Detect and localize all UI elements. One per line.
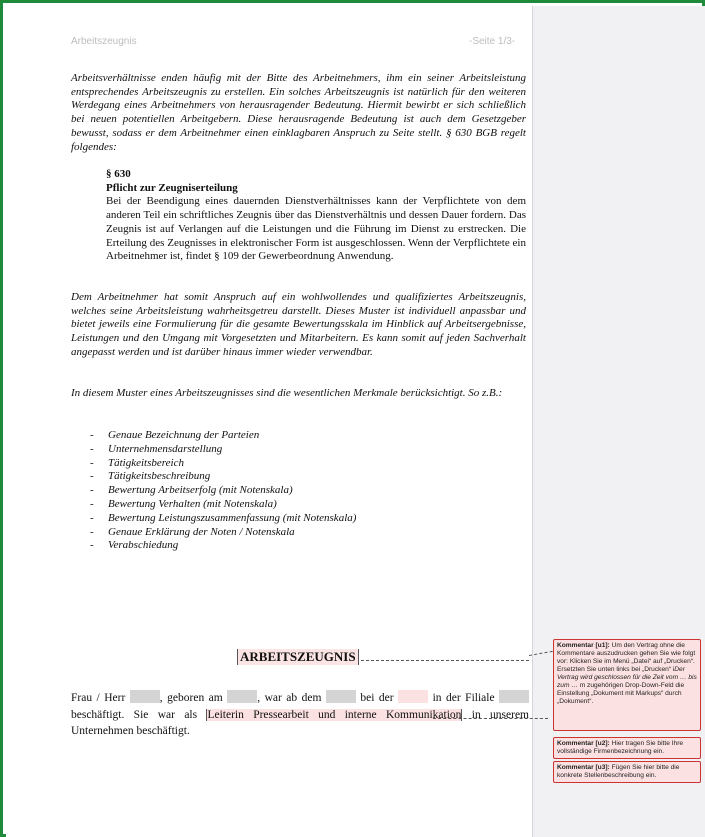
born-text: , geboren am bbox=[159, 692, 223, 704]
features-list bbox=[90, 429, 356, 553]
comment-text: Um den Vertrag ohne die Kommentare auszudrucken gehen Sie wie folgt vor: Klicken Sie im Menü „Datei“ auf „Drucken“. Ersetzten Sie unten links bei „Drucken“ i bbox=[557, 642, 696, 673]
was-from-text: , war ab dem bbox=[257, 692, 322, 704]
law-section: § 630 bbox=[106, 168, 131, 180]
role-field[interactable]: Leiterin Pressearbeit und interne Kommunikation bbox=[207, 708, 462, 721]
name-field[interactable] bbox=[130, 690, 160, 703]
list-item: - Tätigkeitsbereich bbox=[90, 457, 356, 471]
comment-connector bbox=[361, 660, 529, 661]
document-page bbox=[6, 6, 532, 837]
letter-body bbox=[71, 690, 529, 740]
claim-paragraph: Dem Arbeitnehmer hat somit Anspruch auf ein wohlwollendes und qualifiziertes Arbeitszeugnis, welches seine Arbeitsleistung wahrheitsgetreu darstellt. Dieses Muster ist individuell anpassbar und bietet jeweils eine Formulierung für die gesamte Bewertungsskala im Hinblick auf Arbeitsergebnisse, Leistungen und den Umgang mit Vorgesetzten und Mitarbeitern. Es kann somit auf jeden Sachverhalt angepasst werden und ist darüber hinaus immer wieder verwendbar. bbox=[71, 291, 526, 358]
rest-text: in unserem Unternehmen beschäftigt. bbox=[71, 708, 530, 737]
document-title[interactable]: ARBEITSZEUGNIS bbox=[237, 649, 359, 665]
comment-label: Kommentar [u2]: bbox=[557, 740, 610, 747]
list-item: - Unternehmensdarstellung bbox=[90, 443, 356, 457]
comment-label: Kommentar [u3]: bbox=[557, 764, 610, 771]
list-item: - Bewertung Leistungszusammenfassung (mit Notenskala) bbox=[90, 512, 356, 526]
in-branch-text: in der Filiale bbox=[432, 692, 495, 704]
company-field[interactable] bbox=[398, 690, 428, 703]
salutation-text: Frau / Herr bbox=[71, 692, 126, 704]
list-item: - Tätigkeitsbeschreibung bbox=[90, 470, 356, 484]
comment-label: Kommentar [u1]: bbox=[557, 642, 610, 649]
intro-paragraph: Arbeitsverhältnisse enden häufig mit der Bitte des Arbeitnehmers, ihm ein seiner Arbeitsleistung entsprechendes Arbeitszeugnis zu erstellen. Ein solches Arbeitszeugnis ist natürlich für den weiteren Werdegang eines Arbeitnehmers von herausragender Bedeutung. Hiermit bewirbt er sich schließlich bei neuen potentiellen Arbeitgebern. Diese herausragende Bedeutung ist auch dem Gesetzgeber bewusst, sodass er dem Arbeitnehmer einen einklagbaren Anspruch zu Seite stellt. § 630 BGB regelt folgendes: bbox=[71, 72, 526, 153]
start-date-field[interactable] bbox=[326, 690, 356, 703]
branch-field[interactable] bbox=[499, 690, 529, 703]
at-the-text: bei der bbox=[360, 692, 394, 704]
list-item: - Bewertung Arbeitserfolg (mit Notenskala) bbox=[90, 484, 356, 498]
list-item: - Verabschiedung bbox=[90, 539, 356, 553]
page-number: -Seite 1/3- bbox=[469, 36, 516, 47]
list-item: - Bewertung Verhalten (mit Notenskala) bbox=[90, 498, 356, 512]
comment-connector bbox=[433, 718, 548, 719]
comment-u2[interactable] bbox=[553, 737, 701, 759]
features-paragraph: In diesem Muster eines Arbeitszeugnisses sind die wesentlichen Merkmale berücksichtigt. So z.B.: bbox=[71, 387, 503, 399]
comment-text-cont: m zugehörigen Drop-Down-Feld die Einstellung „Dokument mit Markups“ durch „Dokument“. bbox=[557, 682, 685, 705]
birthdate-field[interactable] bbox=[227, 690, 257, 703]
list-item: - Genaue Bezeichnung der Parteien bbox=[90, 429, 356, 443]
list-item: - Genaue Erklärung der Noten / Notenskala bbox=[90, 526, 356, 540]
comment-text: Hier tragen Sie bitte Ihre vollständige Firmenbezeichnung ein. bbox=[557, 740, 684, 755]
law-body: Bei der Beendigung eines dauernden Dienstverhältnisses kann der Verpflichtete von dem anderen Teil ein schriftliches Zeugnis über das Dienstverhältnis und dessen Dauer fordern. Das Zeugnis ist auf Verlangen auf die Leistungen und die Führung im Dienst zu erstrecken. Die Erteilung des Zeugnisses in elektronischer Form ist ausgeschlossen. Wenn der Verpflichtete ein Arbeitnehmer ist, findet § 109 der Gewerbeordnung Anwendung. bbox=[106, 195, 526, 263]
page-header-title: Arbeitszeugnis bbox=[71, 36, 137, 47]
law-title: Pflicht zur Zeugniserteilung bbox=[106, 181, 238, 194]
comment-u3[interactable] bbox=[553, 761, 701, 783]
comment-italic: Der Vertrag wird geschlossen für die Zeit vom … bis zum … bbox=[557, 666, 697, 689]
comment-text: Fügen Sie hier bitte die konkrete Stellenbeschreibung ein. bbox=[557, 764, 680, 779]
comment-u1[interactable] bbox=[553, 639, 701, 731]
employed-text: beschäftigt. Sie war als bbox=[71, 708, 198, 721]
law-quote bbox=[106, 168, 526, 264]
